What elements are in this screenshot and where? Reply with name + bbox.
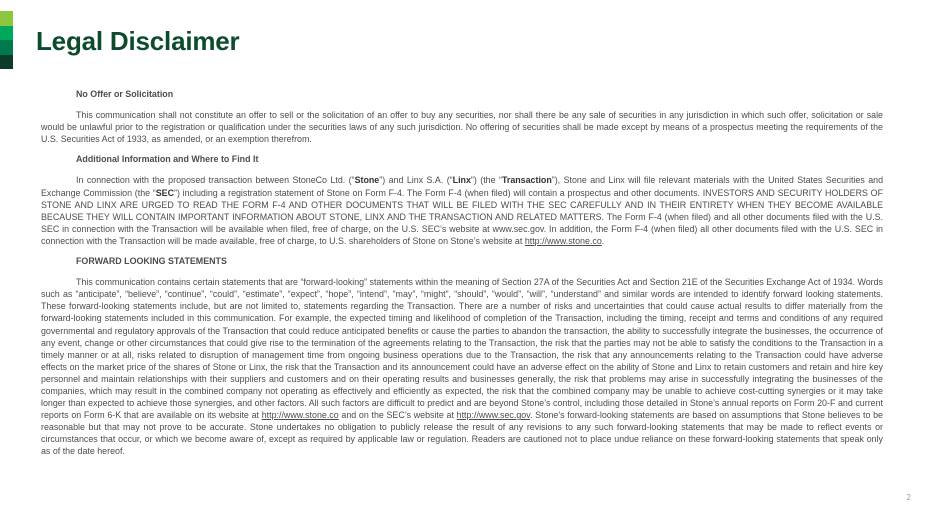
page-title: Legal Disclaimer bbox=[36, 26, 240, 56]
text-segment: ”) (the “ bbox=[470, 175, 502, 186]
text-segment: This communication contains certain statements that are “forward-looking” statements within the meaning of Section 27A of the Securities Act and Section 21E of the Securities Exchange Act of 1934. Words such as “anticipate”, “believe”, “continue”, “could”, “estimate”, “expect”, “hope”, “intend”, “may”, “might”, “should”, “would”, “will”, “understand” and similar words are intended to identify forward looking statements. These forward-looking statements include, but are not limited to, statements regarding the Transaction. There are a number of risks and uncertainties that could cause actual results to differ materially from the forward-looking statements included in this communication. For example, the expected timing and likelihood of completion of the Transaction, including the timing, receipt and terms and conditions of any required governmental and regulatory approvals of the Transaction that could reduce anticipated benefits or cause the parties to abandon the transaction, the ability to successfully integrate the businesses, the occurrence of any event, change or other circumstances that could give rise to the termination of the agreements relating to the Transaction, the risk that the parties may not be able to satisfy the conditions to the Transaction in a timely manner or at all, risks related to disruption of management time from ongoing business operations due to the Transaction, the risk that any announcements relating to the Transaction could have adverse effects on the market price of the shares of Stone or Linx, the risk that the Transaction and its announcement could have an adverse effect on the ability of Stone and Linx to retain customers and retain and hire key personnel and maintain relationships with their suppliers and customers and on their operating results and businesses generally, the risk that problems may arise in successfully integrating the businesses of the companies, which may result in the combined company not operating as effectively and efficiently as expected, the risk that the combined company may be unable to achieve cost-cutting synergies or it may take longer than expected to achieve those synergies, and other factors. All such factors are difficult to predict and are beyond Stone’s control, including those detailed in Stone’s annual reports on Form 20-F and current reports on Form 6-K that are available on its website at bbox=[41, 277, 883, 421]
disclaimer-body bbox=[41, 88, 883, 466]
accent-bar-segment bbox=[0, 40, 13, 55]
stone-website-link[interactable]: http://www.stone.co bbox=[524, 235, 602, 246]
accent-bar-segment bbox=[0, 55, 13, 70]
heading-no-offer: No Offer or Solicitation bbox=[76, 89, 174, 99]
paragraph-additional-info bbox=[41, 174, 883, 247]
page-number: 2 bbox=[906, 493, 911, 502]
stone-website-link[interactable]: http://www.stone.co bbox=[261, 410, 339, 421]
text-segment: In connection with the proposed transaction between StoneCo Ltd. (“ bbox=[76, 175, 355, 186]
paragraph-forward-looking bbox=[41, 276, 883, 457]
brand-accent-bar bbox=[0, 11, 13, 69]
text-segment: . bbox=[601, 235, 605, 246]
term-linx: Linx bbox=[452, 175, 471, 186]
term-stone: Stone bbox=[354, 175, 380, 186]
heading-forward-looking: FORWARD LOOKING STATEMENTS bbox=[76, 256, 227, 267]
text-segment: ”) and Linx S.A. (“ bbox=[379, 175, 453, 186]
text-segment: ”), Stone and Linx will file relevant materials with the United States Securities and Exchange Commission (the “ bbox=[41, 175, 884, 198]
text-segment: ”) including a registration statement of Stone on Form F-4. The Form F-4 (when filed) will contain a prospectus and other documents. INVESTORS AND SECURITY HOLDERS OF STONE AND LINX ARE URGED TO READ THE FORM F-4 AND OTHER DOCUMENTS THAT WILL BE FILED WITH THE SEC CAREFULLY AND IN THEIR ENTIRETY WHEN THEY BECOME AVAILABLE BECAUSE THEY WILL CONTAIN IMPORTANT INFORMATION ABOUT STONE, LINX AND THE TRANSACTION AND RELATED MATTERS. The Form F-4 (when filed) and all other documents filed with the U.S. SEC in connection with the Transaction will be available when filed, free of charge, on the U.S. SEC’s website at www.sec.gov. In addition, the Form F-4 (when filed) all other documents filed with the U.S. SEC in connection with the Transaction will be made available, free of charge, to U.S. shareholders of Stone on Stone’s website at bbox=[41, 187, 883, 246]
accent-bar-segment bbox=[0, 11, 13, 26]
text-segment: and on the SEC’s website at bbox=[338, 410, 457, 421]
accent-bar-segment bbox=[0, 26, 13, 41]
term-sec: SEC bbox=[155, 187, 175, 198]
term-transaction: Transaction bbox=[501, 175, 552, 186]
paragraph-no-offer: This communication shall not constitute an offer to sell or the solicitation of an offer to buy any securities, nor shall there be any sale of securities in any jurisdiction in which such offer, solicitation or sale would be unlawful prior to the registration or qualification under the securities laws of any such jurisdiction. No offering of securities shall be made except by means of a prospectus meeting the requirements of the U.S. Securities Act of 1933, as amended, or an exemption therefrom. bbox=[41, 110, 883, 145]
sec-website-link[interactable]: http://www.sec.gov bbox=[456, 410, 530, 421]
text-segment: . Stone’s forward-looking statements are based on assumptions that Stone believes to be reasonable but that may not prove to be accurate. Stone undertakes no obligation to publicly release the result of any revisions to any such forward-looking statements that may be made to reflect events or circumstances that occur, or which we become aware of, except as required by applicable law or regulation. Readers are cautioned not to place undue reliance on these forward-looking statements that speak only as of the date hereof. bbox=[41, 410, 883, 457]
heading-additional-info: Additional Information and Where to Find It bbox=[76, 154, 259, 165]
